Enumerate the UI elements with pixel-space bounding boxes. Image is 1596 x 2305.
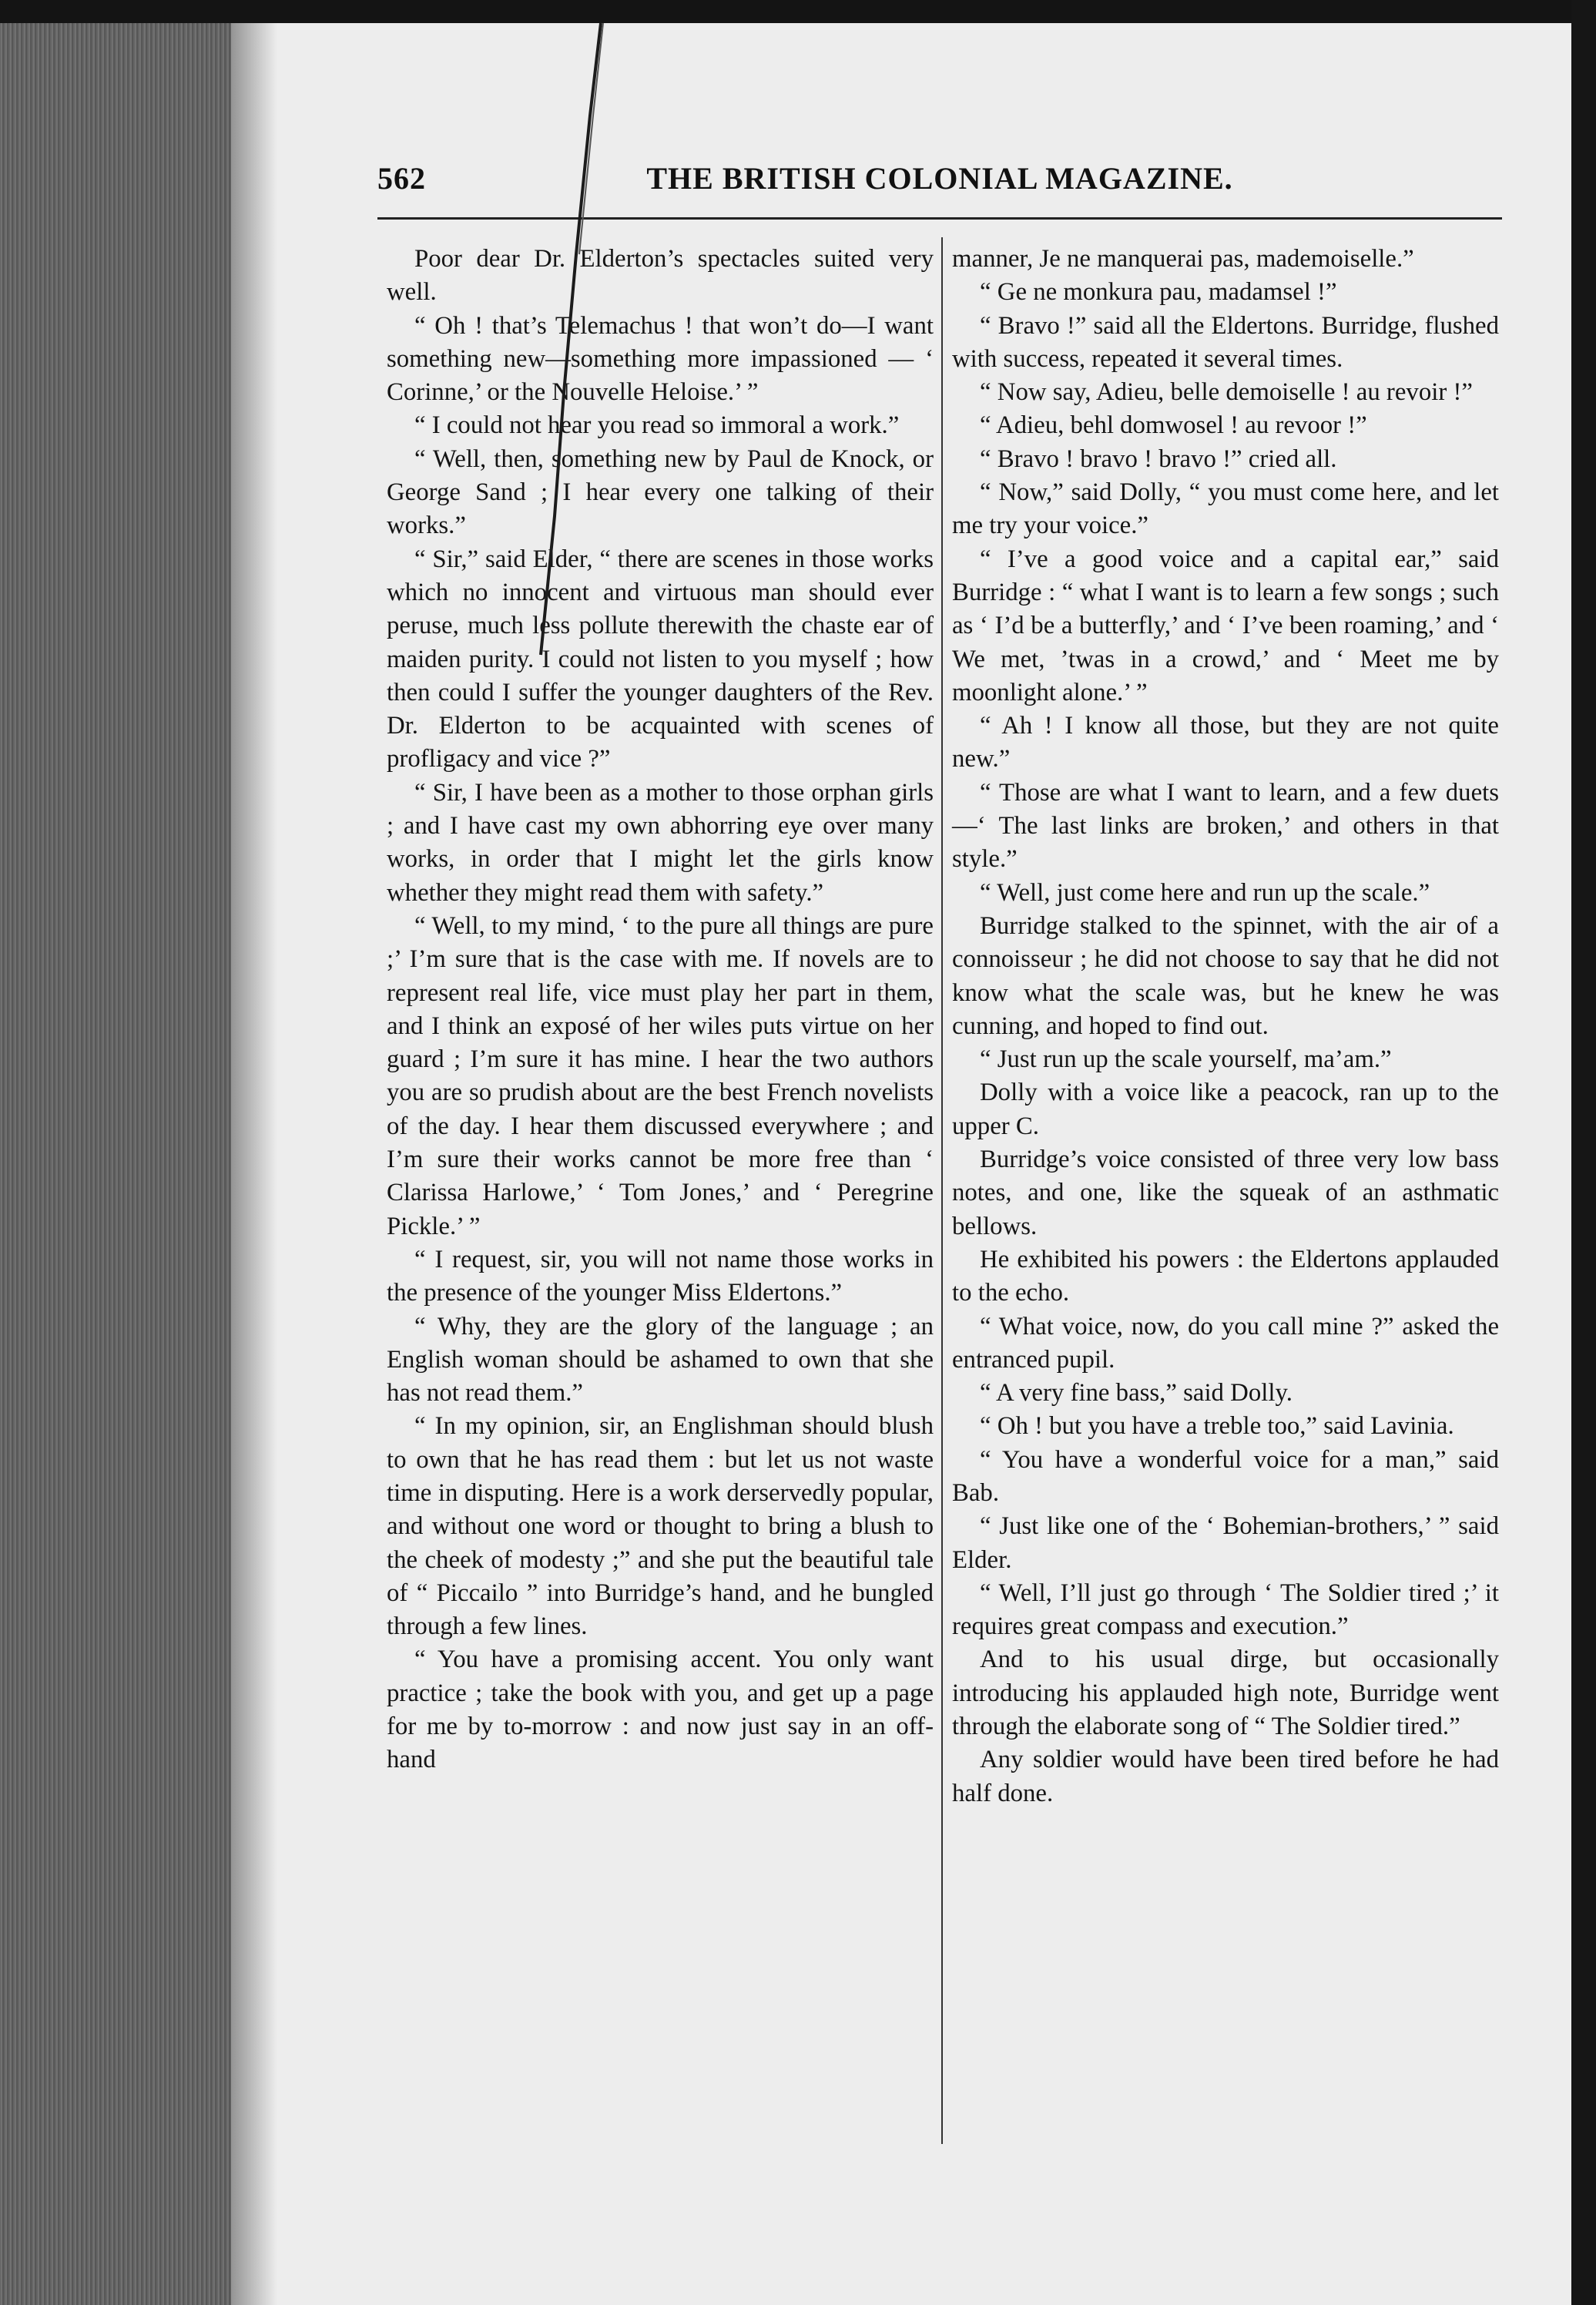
- paragraph: “ I request, sir, you will not name those works in the presence of the younger Miss Eldertons.”: [387, 1245, 934, 1307]
- paragraph: “ Well, I’ll just go through ‘ The Soldier tired ;’ it requires great compass and execution.”: [952, 1579, 1499, 1641]
- page-gutter-shadow: [231, 23, 277, 2305]
- header-rule: [377, 217, 1502, 220]
- paragraph: “ Adieu, behl domwosel ! au revoor !”: [980, 411, 1367, 440]
- scan-top-border: [0, 0, 1596, 23]
- paragraph: “ What voice, now, do you call mine ?” asked the entranced pupil.: [952, 1312, 1499, 1374]
- paragraph: “ Well, then, something new by Paul de Knock, or George Sand ; I hear every one talking of their works.”: [387, 445, 934, 540]
- paragraph: “ In my opinion, sir, an Englishman should blush to own that he has read them : but let us not waste time in disputing. Here is a work derservedly popular, and without one word or thought to bring a blush to the cheek of modesty ;” and she put the beautiful tale of “ Piccailo ” into Burridge’s hand, and he bungled through a few lines.: [387, 1412, 934, 1641]
- right-column: [952, 243, 1499, 1810]
- left-column: [387, 243, 934, 1777]
- paragraph: “ Bravo !” said all the Eldertons. Burridge, flushed with success, repeated it several times.: [952, 311, 1499, 373]
- paragraph: “ Oh ! that’s Telemachus ! that won’t do—I want something new—something more impassioned — ‘ Corinne,’ or the Nouvelle Heloise.’ ”: [387, 311, 934, 407]
- paragraph: He exhibited his powers : the Eldertons applauded to the echo.: [952, 1245, 1499, 1307]
- paragraph: “ Now say, Adieu, belle demoiselle ! au revoir !”: [980, 378, 1473, 407]
- paragraph: “ Why, they are the glory of the language ; an English woman should be ashamed to own that she has not read them.”: [387, 1312, 934, 1407]
- paragraph: “ Bravo ! bravo ! bravo !” cried all.: [980, 445, 1337, 473]
- paragraph: “ Oh ! but you have a treble too,” said Lavinia.: [980, 1412, 1454, 1441]
- paragraph: “ Those are what I want to learn, and a few duets—‘ The last links are broken,’ and others in that style.”: [952, 778, 1499, 874]
- book-page-edges: [0, 23, 246, 2305]
- paragraph: “ Just run up the scale yourself, ma’am.”: [980, 1045, 1392, 1074]
- paragraph: Burridge’s voice consisted of three very low bass notes, and one, like the squeak of an asthmatic bellows.: [952, 1146, 1499, 1240]
- column-rule: [941, 237, 943, 2144]
- paragraph: “ I could not hear you read so immoral a work.”: [414, 411, 900, 440]
- paragraph: “ You have a promising accent. You only want practice ; take the book with you, and get up a page for me by to-morrow : and now just say in an off-hand: [387, 1646, 934, 1774]
- paragraph: “ Sir,” said Elder, “ there are scenes in those works which no innocent and virtuous man should ever peruse, much less pollute therewith the chaste ear of maiden purity. I could not listen to you myself ; how then could I suffer the younger daughters of the Rev. Dr. Elderton to be acquainted with scenes of profligacy and vice ?”: [387, 545, 934, 773]
- page-number: 562: [377, 161, 426, 196]
- book-page: [231, 23, 1571, 2305]
- scan-right-border: [1571, 0, 1596, 2305]
- paragraph: Poor dear Dr. Elderton’s spectacles suited very well.: [387, 245, 934, 307]
- paragraph: “ Ge ne monkura pau, madamsel !”: [980, 278, 1337, 307]
- paragraph: “ A very fine bass,” said Dolly.: [980, 1379, 1293, 1407]
- paragraph: “ Just like one of the ‘ Bohemian-brothers,’ ” said Elder.: [952, 1512, 1499, 1574]
- paragraph: “ Now,” said Dolly, “ you must come here, and let me try your voice.”: [952, 478, 1499, 540]
- paragraph: Any soldier would have been tired before he had half done.: [952, 1746, 1499, 1807]
- magazine-title: THE BRITISH COLONIAL MAGAZINE.: [646, 161, 1233, 196]
- paragraph: “ You have a wonderful voice for a man,” said Bab.: [952, 1445, 1499, 1507]
- paragraph: “ Sir, I have been as a mother to those orphan girls ; and I have cast my own abhorring eye over many works, in order that I might let the girls know whether they might read them with safety.”: [387, 778, 934, 907]
- paragraph: Burridge stalked to the spinnet, with the air of a connoisseur ; he did not choose to say that he did not know what the scale was, but he knew he was cunning, and hoped to find out.: [952, 911, 1499, 1040]
- paragraph-continued: manner, Je ne manquerai pas, mademoiselle.”: [952, 245, 1414, 273]
- paragraph: “ Ah ! I know all those, but they are not quite new.”: [952, 712, 1499, 773]
- paragraph: And to his usual dirge, but occasionally introducing his applauded high note, Burridge went through the elaborate song of “ The Soldier tired.”: [952, 1646, 1499, 1741]
- paragraph: Dolly with a voice like a peacock, ran up to the upper C.: [952, 1079, 1499, 1140]
- paragraph: “ I’ve a good voice and a capital ear,” said Burridge : “ what I want is to learn a few songs ; such as ‘ I’d be a butterfly,’ and ‘ I’ve been roaming,’ and ‘ We met, ’twas in a crowd,’ and ‘ Meet me by moonlight alone.’ ”: [952, 545, 1499, 706]
- paragraph: “ Well, to my mind, ‘ to the pure all things are pure ;’ I’m sure that is the case with me. If novels are to represent real life, vice must play her part in them, and I think an exposé of her wiles puts virtue on her guard ; I’m sure it has mine. I hear the two authors you are so prudish about are the best French novelists of the day. I hear them discussed everywhere ; and I’m sure their works cannot be more free than ‘ Clarissa Harlowe,’ ‘ Tom Jones,’ and ‘ Peregrine Pickle.’ ”: [387, 911, 934, 1240]
- paragraph: “ Well, just come here and run up the scale.”: [980, 878, 1430, 907]
